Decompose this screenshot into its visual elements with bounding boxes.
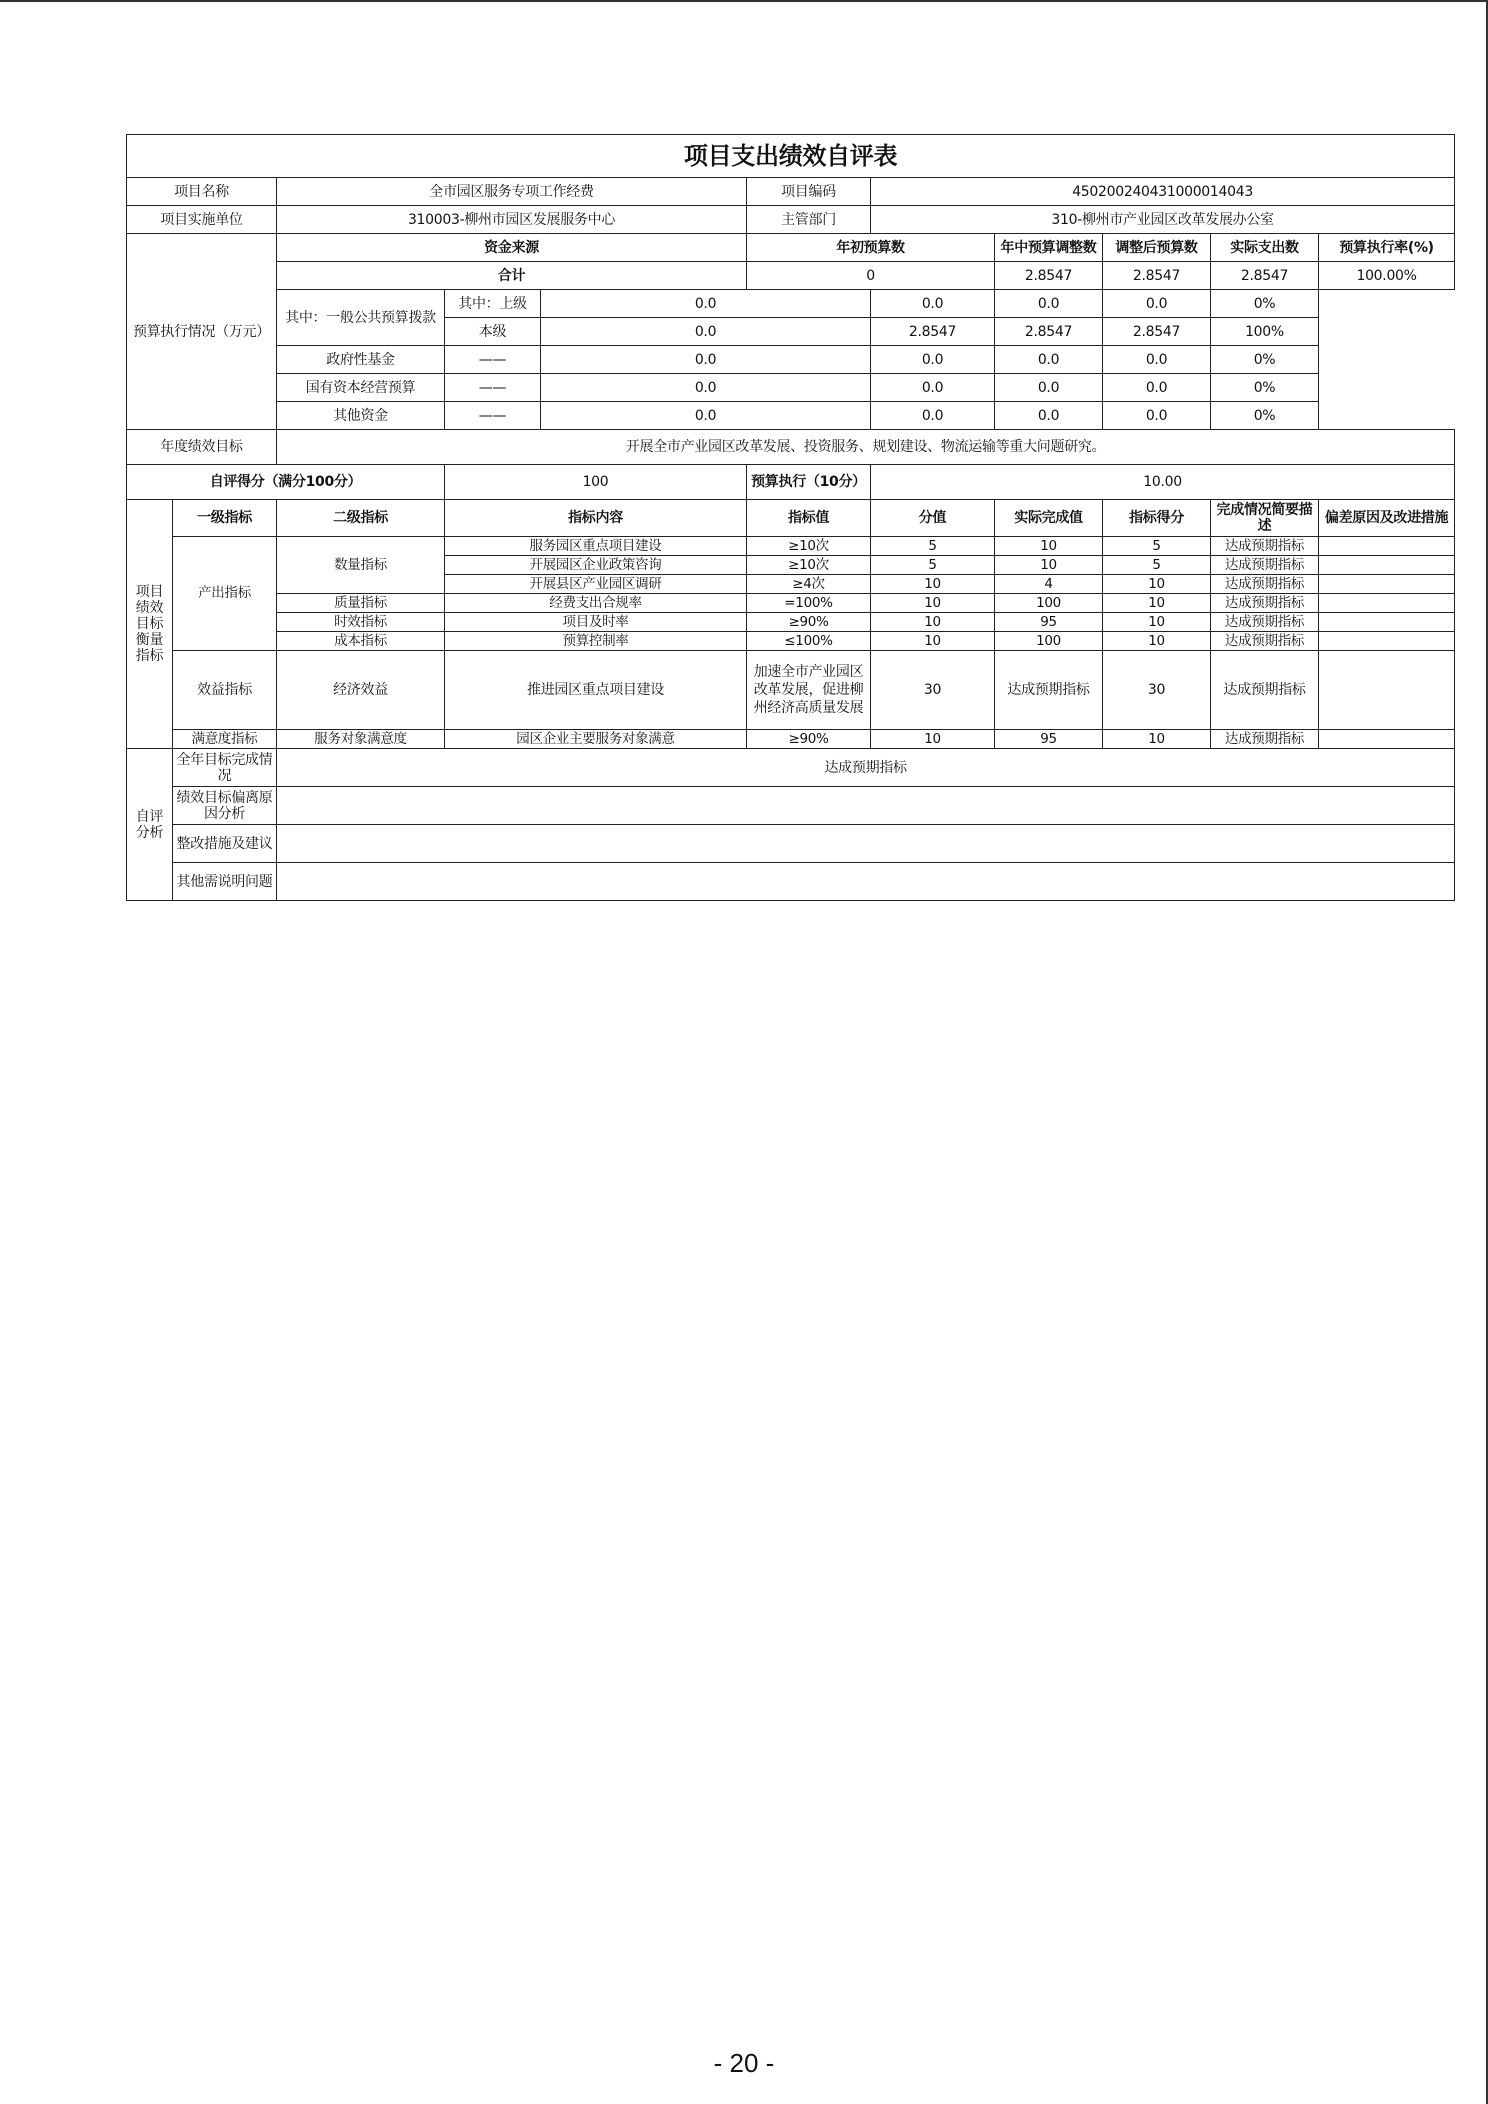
analysis-row-label: 其他需说明问题 — [173, 863, 277, 901]
table-row-reason — [1319, 556, 1455, 575]
other-fund-rate: 0% — [1211, 402, 1319, 430]
table-row-target: ≥10次 — [747, 537, 871, 556]
self-score-value: 100 — [445, 465, 747, 500]
table-row-score: 5 — [1103, 556, 1211, 575]
exec-score-value: 10.00 — [871, 465, 1455, 500]
quality-actual: 100 — [995, 594, 1103, 613]
local-adjusted: 2.8547 — [995, 318, 1103, 346]
self-score-label: 自评得分（满分100分） — [127, 465, 445, 500]
satisfaction-desc: 达成预期指标 — [1211, 730, 1319, 749]
project-name-label: 项目名称 — [127, 178, 277, 206]
state-capital-rate: 0% — [1211, 374, 1319, 402]
unit-label: 项目实施单位 — [127, 206, 277, 234]
timeliness-indicator-label: 时效指标 — [277, 613, 445, 632]
table-row-reason — [1319, 575, 1455, 594]
other-fund-dash: —— — [445, 402, 541, 430]
timeliness-content: 项目及时率 — [445, 613, 747, 632]
table-row-points: 10 — [871, 575, 995, 594]
benefit-target: 加速全市产业园区改革发展，促进柳州经济高质量发展 — [747, 651, 871, 730]
quality-reason — [1319, 594, 1455, 613]
timeliness-target: ≥90% — [747, 613, 871, 632]
quality-points: 10 — [871, 594, 995, 613]
satisfaction-points: 10 — [871, 730, 995, 749]
analysis-section-label: 自评分析 — [127, 749, 173, 901]
budget-header-rate: 预算执行率(%) — [1319, 234, 1455, 262]
table-row-score: 10 — [1103, 575, 1211, 594]
total-initial: 0 — [747, 262, 995, 290]
table-row-content: 开展园区企业政策咨询 — [445, 556, 747, 575]
satisfaction-indicator-label: 满意度指标 — [173, 730, 277, 749]
benefit-actual: 达成预期指标 — [995, 651, 1103, 730]
budget-header-initial: 年初预算数 — [747, 234, 995, 262]
total-actual: 2.8547 — [1211, 262, 1319, 290]
indicators-section-label: 项目绩效目标衡量指标 — [127, 500, 173, 749]
cost-score: 10 — [1103, 632, 1211, 651]
project-code-label: 项目编码 — [747, 178, 871, 206]
upper-actual: 0.0 — [1103, 290, 1211, 318]
local-adjust: 2.8547 — [871, 318, 995, 346]
unit-value: 310003-柳州市园区发展服务中心 — [277, 206, 747, 234]
state-capital-adjust: 0.0 — [871, 374, 995, 402]
ind-header-level1: 一级指标 — [173, 500, 277, 537]
upper-label: 其中：上级 — [445, 290, 541, 318]
gov-fund-adjust: 0.0 — [871, 346, 995, 374]
state-capital-adjusted: 0.0 — [995, 374, 1103, 402]
table-row-points: 5 — [871, 556, 995, 575]
quality-target: =100% — [747, 594, 871, 613]
general-budget-label: 其中：一般公共预算拨款 — [277, 290, 445, 346]
project-code: 450200240431000014043 — [871, 178, 1455, 206]
ind-header-points: 分值 — [871, 500, 995, 537]
dept-label: 主管部门 — [747, 206, 871, 234]
cost-target: ≤100% — [747, 632, 871, 651]
project-name: 全市园区服务专项工作经费 — [277, 178, 747, 206]
ind-header-target: 指标值 — [747, 500, 871, 537]
benefit-sub-label: 经济效益 — [277, 651, 445, 730]
dept-value: 310-柳州市产业园区改革发展办公室 — [871, 206, 1455, 234]
table-row-score: 5 — [1103, 537, 1211, 556]
ind-header-desc: 完成情况简要描述 — [1211, 500, 1319, 537]
benefit-score: 30 — [1103, 651, 1211, 730]
budget-header-actual: 实际支出数 — [1211, 234, 1319, 262]
gov-fund-rate: 0% — [1211, 346, 1319, 374]
local-actual: 2.8547 — [1103, 318, 1211, 346]
total-label: 合计 — [277, 262, 747, 290]
table-row-actual: 10 — [995, 537, 1103, 556]
table-row-desc: 达成预期指标 — [1211, 537, 1319, 556]
quality-indicator-label: 质量指标 — [277, 594, 445, 613]
table-row-desc: 达成预期指标 — [1211, 575, 1319, 594]
analysis-row-value — [277, 787, 1455, 825]
cost-reason — [1319, 632, 1455, 651]
timeliness-score: 10 — [1103, 613, 1211, 632]
local-initial: 0.0 — [541, 318, 871, 346]
upper-adjusted: 0.0 — [995, 290, 1103, 318]
table-row-target: ≥4次 — [747, 575, 871, 594]
other-fund-adjusted: 0.0 — [995, 402, 1103, 430]
benefit-desc: 达成预期指标 — [1211, 651, 1319, 730]
other-fund-label: 其他资金 — [277, 402, 445, 430]
table-row-content: 开展县区产业园区调研 — [445, 575, 747, 594]
goal-label: 年度绩效目标 — [127, 430, 277, 465]
analysis-row-label: 整改措施及建议 — [173, 825, 277, 863]
satisfaction-score: 10 — [1103, 730, 1211, 749]
satisfaction-sub-label: 服务对象满意度 — [277, 730, 445, 749]
gov-fund-actual: 0.0 — [1103, 346, 1211, 374]
output-indicator-label: 产出指标 — [173, 537, 277, 651]
satisfaction-content: 园区企业主要服务对象满意 — [445, 730, 747, 749]
other-fund-adjust: 0.0 — [871, 402, 995, 430]
table-title: 项目支出绩效自评表 — [127, 135, 1455, 178]
ind-header-reason: 偏差原因及改进措施 — [1319, 500, 1455, 537]
ind-header-content: 指标内容 — [445, 500, 747, 537]
cost-indicator-label: 成本指标 — [277, 632, 445, 651]
cost-desc: 达成预期指标 — [1211, 632, 1319, 651]
quality-desc: 达成预期指标 — [1211, 594, 1319, 613]
upper-initial: 0.0 — [541, 290, 871, 318]
table-row-desc: 达成预期指标 — [1211, 556, 1319, 575]
other-fund-actual: 0.0 — [1103, 402, 1211, 430]
benefit-points: 30 — [871, 651, 995, 730]
gov-fund-label: 政府性基金 — [277, 346, 445, 374]
ind-header-actual: 实际完成值 — [995, 500, 1103, 537]
quantity-indicator-label: 数量指标 — [277, 537, 445, 594]
budget-header-source: 资金来源 — [277, 234, 747, 262]
budget-header-adjusted: 调整后预算数 — [1103, 234, 1211, 262]
performance-table — [126, 134, 1455, 901]
budget-section-label: 预算执行情况（万元） — [127, 234, 277, 430]
satisfaction-actual: 95 — [995, 730, 1103, 749]
table-row-content: 服务园区重点项目建设 — [445, 537, 747, 556]
gov-fund-adjusted: 0.0 — [995, 346, 1103, 374]
quality-score: 10 — [1103, 594, 1211, 613]
cost-content: 预算控制率 — [445, 632, 747, 651]
state-capital-dash: —— — [445, 374, 541, 402]
benefit-indicator-label: 效益指标 — [173, 651, 277, 730]
ind-header-level2: 二级指标 — [277, 500, 445, 537]
timeliness-actual: 95 — [995, 613, 1103, 632]
timeliness-reason — [1319, 613, 1455, 632]
timeliness-points: 10 — [871, 613, 995, 632]
page-border-top — [0, 0, 1488, 2]
cost-points: 10 — [871, 632, 995, 651]
local-rate: 100% — [1211, 318, 1319, 346]
satisfaction-target: ≥90% — [747, 730, 871, 749]
page-number: - 20 - — [713, 2048, 775, 2078]
other-fund-initial: 0.0 — [541, 402, 871, 430]
table-row-actual: 10 — [995, 556, 1103, 575]
table-row-target: ≥10次 — [747, 556, 871, 575]
benefit-reason — [1319, 651, 1455, 730]
total-adjusted: 2.8547 — [1103, 262, 1211, 290]
total-adjust: 2.8547 — [995, 262, 1103, 290]
upper-rate: 0% — [1211, 290, 1319, 318]
table-row-points: 5 — [871, 537, 995, 556]
upper-adjust: 0.0 — [871, 290, 995, 318]
state-capital-label: 国有资本经营预算 — [277, 374, 445, 402]
local-label: 本级 — [445, 318, 541, 346]
table-row-actual: 4 — [995, 575, 1103, 594]
timeliness-desc: 达成预期指标 — [1211, 613, 1319, 632]
ind-header-score: 指标得分 — [1103, 500, 1211, 537]
cost-actual: 100 — [995, 632, 1103, 651]
quality-content: 经费支出合规率 — [445, 594, 747, 613]
budget-header-adjust: 年中预算调整数 — [995, 234, 1103, 262]
gov-fund-initial: 0.0 — [541, 346, 871, 374]
goal-text: 开展全市产业园区改革发展、投资服务、规划建设、物流运输等重大问题研究。 — [277, 430, 1455, 465]
analysis-row-label: 全年目标完成情况 — [173, 749, 277, 787]
analysis-row-label: 绩效目标偏离原因分析 — [173, 787, 277, 825]
analysis-row-value — [277, 863, 1455, 901]
gov-fund-dash: —— — [445, 346, 541, 374]
state-capital-actual: 0.0 — [1103, 374, 1211, 402]
benefit-content: 推进园区重点项目建设 — [445, 651, 747, 730]
table-row-reason — [1319, 537, 1455, 556]
exec-score-label: 预算执行（10分） — [747, 465, 871, 500]
satisfaction-reason — [1319, 730, 1455, 749]
total-rate: 100.00% — [1319, 262, 1455, 290]
analysis-row-value — [277, 825, 1455, 863]
analysis-row-value: 达成预期指标 — [277, 749, 1455, 787]
state-capital-initial: 0.0 — [541, 374, 871, 402]
